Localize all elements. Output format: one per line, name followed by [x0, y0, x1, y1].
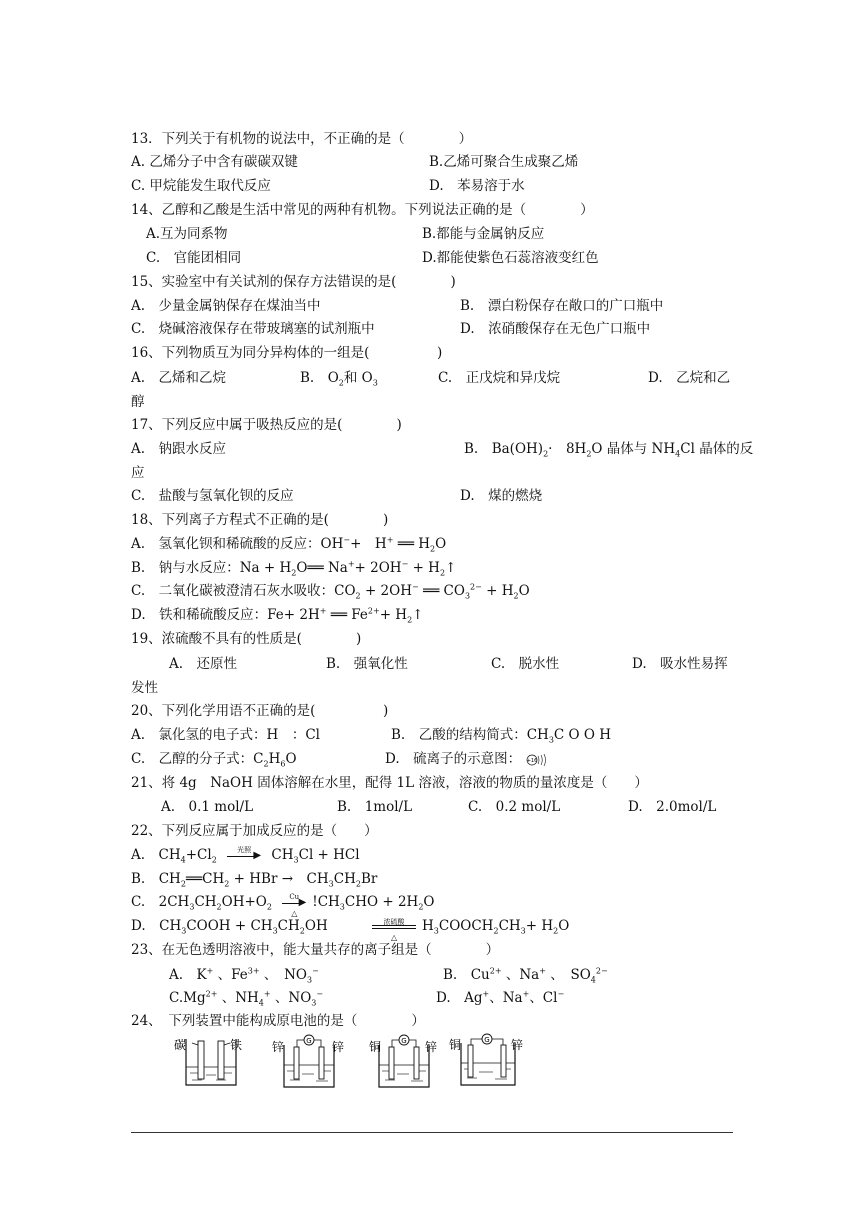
- q17-option-c: C. 盐酸与氢氧化钡的反应: [131, 488, 294, 504]
- svg-text:G: G: [306, 1037, 312, 1045]
- electrode-label-right: 锌: [511, 1038, 524, 1052]
- q21-option-c: C. 0.2 mol/L: [468, 799, 561, 815]
- q14-option-c: C. 官能团相同: [146, 250, 242, 266]
- q16-option-c: C. 正戊烷和异戊烷: [438, 370, 561, 386]
- q22-option-c: C. $2CH_3CH_2OH+O_2$ Cu ▶ △ $!CH_3CHO + 2H_2O$: [131, 892, 435, 918]
- q14-option-d: D.都能使紫色石蕊溶液变红色: [422, 250, 599, 266]
- q13-option-b: B.乙烯可聚合生成聚乙烯: [429, 154, 579, 170]
- cell-apparatus-3: [369, 1033, 439, 1091]
- electrode-label-left: 铜: [369, 1040, 382, 1054]
- q18-option-a: A. 氢氧化钡和稀硫酸的反应：OH−+ H+ ══ $H_2O$: [131, 535, 447, 554]
- electrode-label-left: 锌: [272, 1040, 285, 1054]
- q16-stem: 16、下列物质互为同分异构体的一组是( ): [131, 345, 443, 361]
- q14-option-b: B.都能与金属钠反应: [422, 226, 545, 242]
- q13-stem: 13．下列关于有机物的说法中，不正确的是（ ）: [131, 131, 473, 147]
- light-arrow: 光照 ▶: [227, 850, 261, 862]
- svg-text:G: G: [401, 1037, 407, 1045]
- q14-option-a: A.互为同系物: [146, 226, 228, 242]
- q15-option-b: B. 漂白粉保存在敞口的广口瓶中: [460, 298, 664, 314]
- q15-stem: 15、实验室中有关试剂的保存方法错误的是( ): [131, 274, 456, 290]
- q16-option-b: B. $O_2$和 $O_3$: [300, 370, 378, 388]
- electrode-label-right: 铁: [230, 1038, 243, 1052]
- q20-stem: 20、下列化学用语不正确的是( ): [131, 703, 389, 719]
- q22-stem: 22、下列反应属于加成反应的是（ ）: [131, 823, 378, 839]
- q14-stem: 14、乙醇和乙酸是生活中常见的两种有机物。下列说法正确的是（ ）: [131, 202, 594, 218]
- electrode-label-right: 锌: [425, 1040, 438, 1054]
- q20-option-c: C. 乙醇的分子式：$C_2H_6O$: [131, 751, 297, 769]
- catalyst-arrow: Cu ▶ △: [282, 897, 306, 909]
- electrode-label-left: 铜: [449, 1038, 462, 1052]
- q17-option-b: B. $Ba(OH)_2\cdot$ $8H_2O$ 晶体与 $NH_4Cl$ 晶体的反: [464, 441, 754, 459]
- q17-stem: 17、下列反应中属于吸热反应的是( ): [131, 417, 402, 433]
- q20-option-d: D. 硫离子的示意图： +16: [385, 750, 547, 768]
- q17-option-a: A. 钠跟水反应: [131, 441, 227, 457]
- cell-apparatus-4: [449, 1033, 525, 1091]
- q17-option-d: D. 煤的燃烧: [460, 488, 543, 504]
- q23-option-d: D. Ag+、Na+、Cl−: [436, 989, 565, 1006]
- q21-stem: 21、将 4g NaOH 固体溶解在水里，配得 1L 溶液，溶液的物质的量浓度是（ ）: [131, 775, 648, 791]
- q19-stem: 19、浓硫酸不具有的性质是( ): [131, 631, 362, 647]
- q16-option-d-wrap: 醇: [131, 394, 145, 410]
- q16-option-d: D. 乙烷和乙: [648, 370, 731, 386]
- q22-option-a: A. $CH_4+Cl_2$ 光照 ▶ $CH_3Cl$ + HCl: [131, 845, 360, 865]
- q19-option-a: A. 还原性: [169, 656, 238, 672]
- q21-option-d: D. 2.0mol/L: [628, 799, 717, 815]
- q21-option-b: B. 1mol/L: [337, 799, 413, 815]
- q13-option-a: A. 乙烯分子中含有碳碳双键: [131, 154, 298, 170]
- q24-stem: 24、 下列装置中能构成原电池的是（ ）: [131, 1013, 425, 1029]
- q16-option-a: A. 乙烯和乙烷: [131, 370, 227, 386]
- q20-option-b: B. 乙酸的结构简式：$CH_3C$ O O H: [391, 727, 612, 745]
- q23-option-c: $C.Mg^{2+}$ 、$NH_4^+$ 、$NO_3^-$: [169, 989, 324, 1008]
- electrode-label-right: 锌: [332, 1040, 345, 1054]
- svg-text:G: G: [484, 1036, 490, 1044]
- q19-option-b: B. 强氧化性: [326, 656, 408, 672]
- footer-divider: [131, 1132, 733, 1133]
- cell-apparatus-2: [272, 1033, 346, 1091]
- q20-option-a: A. 氯化氢的电子式：H ：Cl: [131, 727, 320, 743]
- q21-option-a: A. 0.1 mol/L: [161, 799, 254, 815]
- q22-option-d: D. $CH_3COOH + CH_3CH_2OH$ 浓硫酸 △ $H_3COOCH_2CH_3+ H_2O$: [131, 917, 570, 942]
- q23-option-b: B. $Cu^{2+}$ 、Na+ 、 $SO_4^{2-}$: [443, 966, 608, 985]
- svg-text:+16: +16: [527, 757, 538, 764]
- q22-option-b: B. $CH_2══CH_2$ + HBr → $CH_3CH_2Br$: [131, 871, 378, 889]
- q17-option-b-wrap: 应: [131, 465, 145, 481]
- q15-option-a: A. 少量金属钠保存在煤油当中: [131, 298, 321, 314]
- q15-option-d: D. 浓硝酸保存在无色广口瓶中: [460, 321, 651, 337]
- q23-stem: 23、在无色透明溶液中，能大量共存的离子组是（ ）: [131, 942, 500, 958]
- q13-option-d: D. 苯易溶于水: [429, 178, 525, 194]
- q19-option-d: D. 吸水性易挥: [632, 656, 728, 672]
- q18-option-b: B. 钠与水反应：$Na + H_2O══$ $Na^++ 2OH^- + H_2↑$: [131, 559, 457, 578]
- q19-option-d-wrap: 发性: [131, 680, 158, 696]
- q18-option-d: D. 铁和稀硫酸反应：Fe+ 2H+ ══ $Fe^{2+}+$ $H_2↑$: [131, 606, 424, 625]
- cell-apparatus-1: [172, 1033, 244, 1091]
- electrode-label-left: 碳: [174, 1038, 187, 1052]
- q23-option-a: A. K+ 、$Fe^{3+}$ 、 $NO_3^-$: [169, 966, 319, 985]
- q13-option-c: C. 甲烷能发生取代反应: [131, 178, 271, 194]
- q15-option-c: C. 烧碱溶液保存在带玻璃塞的试剂瓶中: [131, 321, 375, 337]
- q18-stem: 18、下列离子方程式不正确的是( ): [131, 512, 389, 528]
- q19-option-c: C. 脱水性: [491, 656, 560, 672]
- reversible-arrow: 浓硫酸 △: [370, 920, 418, 934]
- q18-option-c: C. 二氧化碳被澄清石灰水吸收：$CO_2 + 2OH^-$ ══ $CO_3^{2-} + H_2O$: [131, 582, 530, 601]
- sulfide-ion-diagram: [525, 752, 547, 768]
